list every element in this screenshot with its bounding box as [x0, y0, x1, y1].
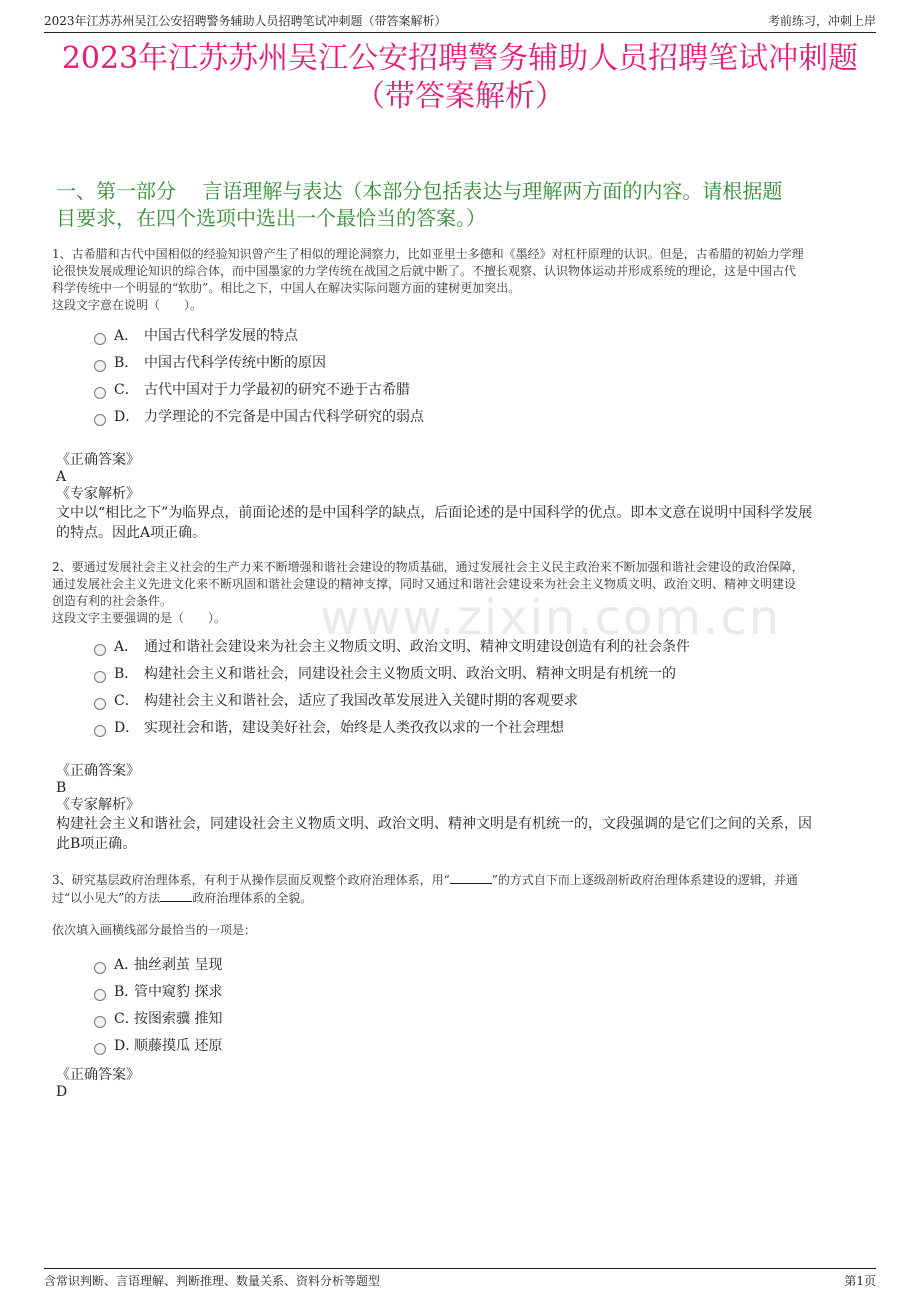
section-heading: [56, 178, 870, 232]
answer-value: B: [56, 780, 67, 796]
question-3-text-part: 3、研究基层政府治理体系，有利于从操作层面反观整个政府治理体系，用“: [52, 873, 450, 887]
analysis-text: 文中以“相比之下”为临界点，前面论述的是中国科学的缺点，后面论述的是中国科学的优点。即本文意在说明中国科学发展: [56, 505, 813, 521]
question-1-prompt: 这段文字意在说明（ ）。: [52, 298, 203, 312]
radio-button-icon[interactable]: [94, 360, 106, 372]
option-d[interactable]: [94, 717, 860, 744]
option-letter: A．: [114, 957, 139, 973]
question-3-text-part: 政府治理体系的全貌。: [192, 891, 313, 905]
section-heading-line-2: 目要求，在四个选项中选出一个最恰当的答案。）: [56, 206, 486, 230]
radio-button-icon[interactable]: [94, 698, 106, 710]
analysis-text: 构建社会主义和谐社会，同建设社会主义物质文明、政治文明、精神文明是有机统一的，文段强调的是它们之间的关系，因: [56, 816, 812, 832]
option-text: 通过和谐社会建设来为社会主义物质文明、政治文明、精神文明建设创造有利的社会条件: [144, 639, 690, 655]
page-number: 第1页: [844, 1274, 876, 1288]
option-letter: C．: [114, 693, 139, 709]
question-1-answer-block: [56, 452, 864, 543]
option-a[interactable]: [94, 325, 860, 352]
option-letter: D．: [114, 409, 140, 425]
option-letter: A．: [114, 639, 139, 655]
page-header: [44, 12, 876, 33]
header-doc-title: 2023年江苏苏州吴江公安招聘警务辅助人员招聘笔试冲刺题（带答案解析）: [44, 14, 447, 28]
option-b[interactable]: [94, 663, 860, 690]
question-3-line: [52, 889, 870, 907]
question-1-line: 科学传统中一个明显的“软肋”。相比之下，中国人在解决实际问题方面的建树更加突出。: [52, 281, 521, 295]
option-text: 按图索骥 推知: [134, 1011, 223, 1027]
answer-value: A: [56, 469, 67, 485]
title-line-1: 2023年江苏苏州吴江公安招聘警务辅助人员招聘笔试冲刺题: [61, 41, 859, 76]
radio-button-icon[interactable]: [94, 1043, 106, 1055]
header-slogan: 考前练习，冲刺上岸: [767, 14, 876, 28]
radio-button-icon[interactable]: [94, 725, 106, 737]
option-text: 构建社会主义和谐社会，适应了我国改革发展进入关键时期的客观要求: [144, 693, 578, 709]
option-text: 中国古代科学发展的特点: [144, 328, 298, 344]
watermark: www.zixin.com.cn: [320, 590, 782, 646]
radio-button-icon[interactable]: [94, 387, 106, 399]
radio-button-icon[interactable]: [94, 333, 106, 345]
option-a[interactable]: [94, 954, 860, 981]
option-text: 中国古代科学传统中断的原因: [144, 355, 326, 371]
question-3-options: [94, 954, 860, 1062]
question-2-text: [52, 559, 870, 627]
analysis-label: 《专家解析》: [56, 486, 140, 502]
question-3-text-part: ”的方式自下而上逐级剖析政府治理体系建设的逻辑，并通: [491, 873, 798, 887]
option-text: 构建社会主义和谐社会，同建设社会主义物质文明、政治文明、精神文明是有机统一的: [144, 666, 676, 682]
answer-label: 《正确答案》: [56, 763, 140, 779]
question-3-text: [52, 871, 870, 907]
question-3-prompt: 依次填入画横线部分最恰当的一项是：: [52, 923, 257, 937]
option-c[interactable]: [94, 1008, 860, 1035]
option-letter: D．: [114, 720, 140, 736]
option-letter: B．: [114, 355, 139, 371]
option-d[interactable]: [94, 1035, 860, 1062]
answer-label: 《正确答案》: [56, 1067, 140, 1083]
question-3-line: [52, 871, 870, 889]
analysis-text: 此B项正确。: [56, 836, 137, 852]
option-text: 管中窥豹 探求: [134, 984, 223, 1000]
option-letter: C．: [114, 382, 139, 398]
radio-button-icon[interactable]: [94, 671, 106, 683]
fill-blank-1: [450, 871, 492, 884]
answer-label: 《正确答案》: [56, 452, 140, 468]
page-footer: [44, 1268, 876, 1288]
section-heading-line-1: 一、第一部分 言语理解与表达（本部分包括表达与理解两方面的内容。请根据题: [56, 179, 783, 203]
option-c[interactable]: [94, 690, 860, 717]
question-1-line: 1、古希腊和古代中国相似的经验知识曾产生了相似的理论洞察力，比如亚里士多德和《墨经》对杠杆原理的认识。但是，古希腊的初始力学理: [52, 247, 804, 261]
question-2-line: 通过发展社会主义先进文化来不断巩固和谐社会建设的精神支撑，同时又通过和谐社会建设来为社会主义物质文明、政治文明、精神文明建设: [52, 577, 797, 591]
fill-blank-2: [160, 889, 192, 902]
question-2-line: 创造有利的社会条件。: [52, 594, 173, 608]
option-d[interactable]: [94, 406, 860, 433]
radio-button-icon[interactable]: [94, 414, 106, 426]
analysis-label: 《专家解析》: [56, 797, 140, 813]
option-letter: C．: [114, 1011, 139, 1027]
radio-button-icon[interactable]: [94, 1016, 106, 1028]
question-3-text-part: 过“以小见大”的方法: [52, 891, 161, 905]
option-b[interactable]: [94, 981, 860, 1008]
radio-button-icon[interactable]: [94, 644, 106, 656]
question-1-line: 论很快发展成理论知识的综合体，而中国墨家的力学传统在战国之后就中断了。不擅长观察、认识物体运动并形成系统的理论，这是中国古代: [52, 264, 797, 278]
question-3-answer-block: [56, 1067, 864, 1101]
question-2-answer-block: [56, 763, 864, 854]
option-b[interactable]: [94, 352, 860, 379]
question-2-options: [94, 636, 860, 744]
title-line-2: （带答案解析）: [355, 79, 565, 114]
question-2-line: 2、要通过发展社会主义社会的生产力来不断增强和谐社会建设的物质基础，通过发展社会主义民主政治来不断加强和谐社会建设的政治保障，: [52, 560, 804, 574]
question-1-text: [52, 246, 870, 314]
option-a[interactable]: [94, 636, 860, 663]
analysis-text: 的特点。因此A项正确。: [56, 525, 207, 541]
question-2-prompt: 这段文字主要强调的是（ ）。: [52, 611, 227, 625]
option-letter: B．: [114, 666, 139, 682]
radio-button-icon[interactable]: [94, 989, 106, 1001]
option-letter: D．: [114, 1038, 140, 1054]
radio-button-icon[interactable]: [94, 962, 106, 974]
option-letter: B．: [114, 984, 139, 1000]
option-c[interactable]: [94, 379, 860, 406]
answer-value: D: [56, 1084, 68, 1100]
question-1-options: [94, 325, 860, 433]
option-text: 抽丝剥茧 呈现: [134, 957, 223, 973]
page-title: [40, 40, 880, 116]
option-text: 顺藤摸瓜 还原: [134, 1038, 223, 1054]
option-text: 古代中国对于力学最初的研究不逊于古希腊: [144, 382, 410, 398]
option-text: 实现社会和谐，建设美好社会，始终是人类孜孜以求的一个社会理想: [144, 720, 564, 736]
footer-description: 含常识判断、言语理解、判断推理、数量关系、资料分析等题型: [44, 1274, 381, 1288]
option-text: 力学理论的不完备是中国古代科学研究的弱点: [144, 409, 424, 425]
option-letter: A．: [114, 328, 139, 344]
